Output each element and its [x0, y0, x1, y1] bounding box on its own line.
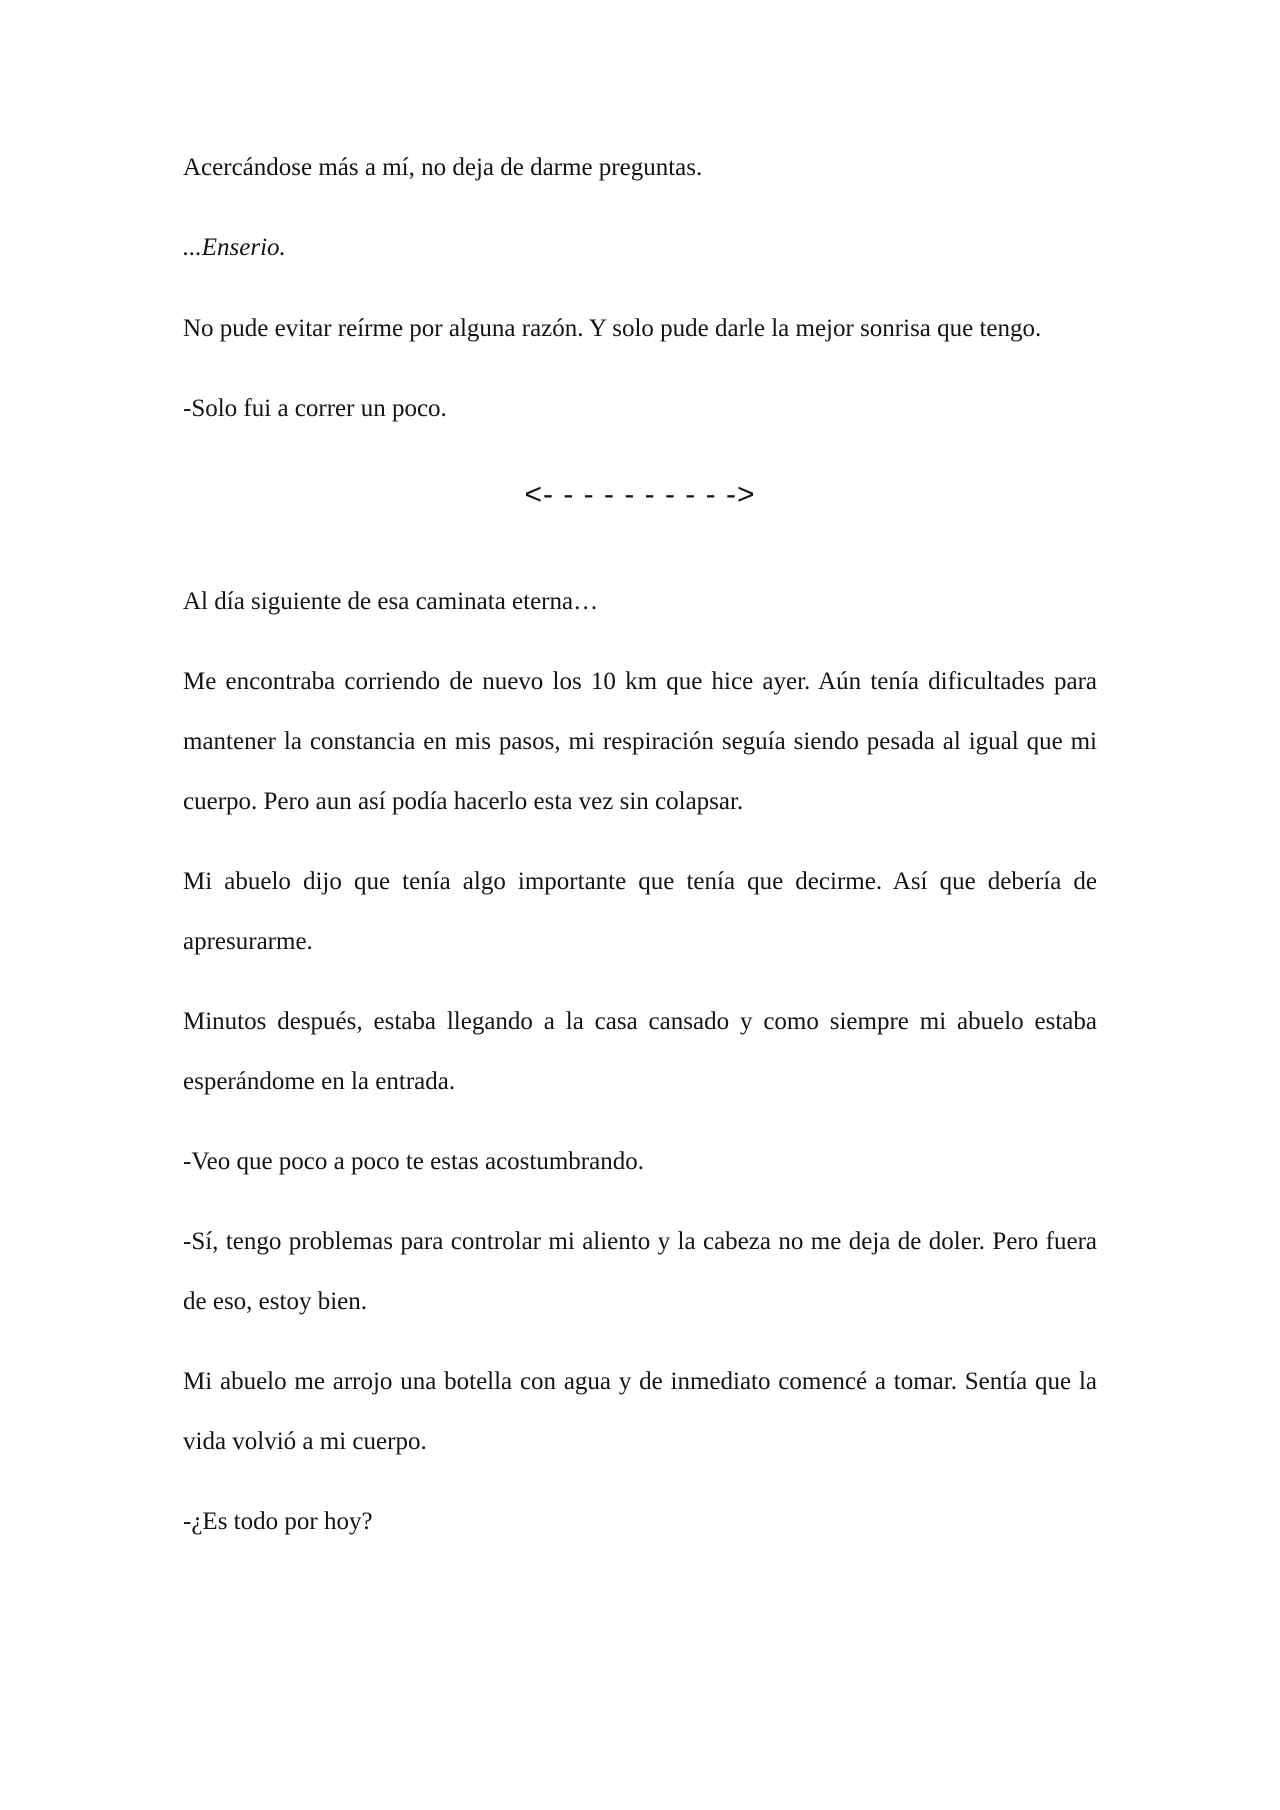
paragraph-6: Me encontraba corriendo de nuevo los 10 km que hice ayer. Aún tenía dificultades para mantener la constancia en mis pasos, mi respiración seguía siendo pesada al igual que mi cuerpo. Pero aun así podía hacerlo esta vez sin colapsar.	[183, 668, 1097, 815]
paragraph-8: Minutos después, estaba llegando a la casa cansado y como siempre mi abuelo estaba esperándome en la entrada.	[183, 1008, 1097, 1095]
paragraph-4: -Solo fui a correr un poco.	[183, 395, 447, 422]
paragraph-2: ...Enserio.	[183, 234, 286, 261]
paragraph-12: -¿Es todo por hoy?	[183, 1508, 373, 1535]
paragraph-7: Mi abuelo dijo que tenía algo importante que tenía que decirme. Así que debería de apresurarme.	[183, 868, 1097, 955]
paragraph-1: Acercándose más a mí, no deja de darme preguntas.	[183, 154, 703, 181]
paragraph-10: -Sí, tengo problemas para controlar mi aliento y la cabeza no me deja de doler. Pero fuera de eso, estoy bien.	[183, 1228, 1097, 1315]
paragraph-3: No pude evitar reírme por alguna razón. Y solo pude darle la mejor sonrisa que tengo.	[183, 315, 1042, 342]
text-column	[183, 0, 1097, 1810]
paragraph-11: Mi abuelo me arrojo una botella con agua y de inmediato comencé a tomar. Sentía que la vida volvió a mi cuerpo.	[183, 1368, 1097, 1455]
section-separator: <- - - - - - - - - ->	[524, 478, 756, 511]
paragraph-9: -Veo que poco a poco te estas acostumbrando.	[183, 1148, 644, 1175]
paragraph-5: Al día siguiente de esa caminata eterna…	[183, 588, 599, 615]
